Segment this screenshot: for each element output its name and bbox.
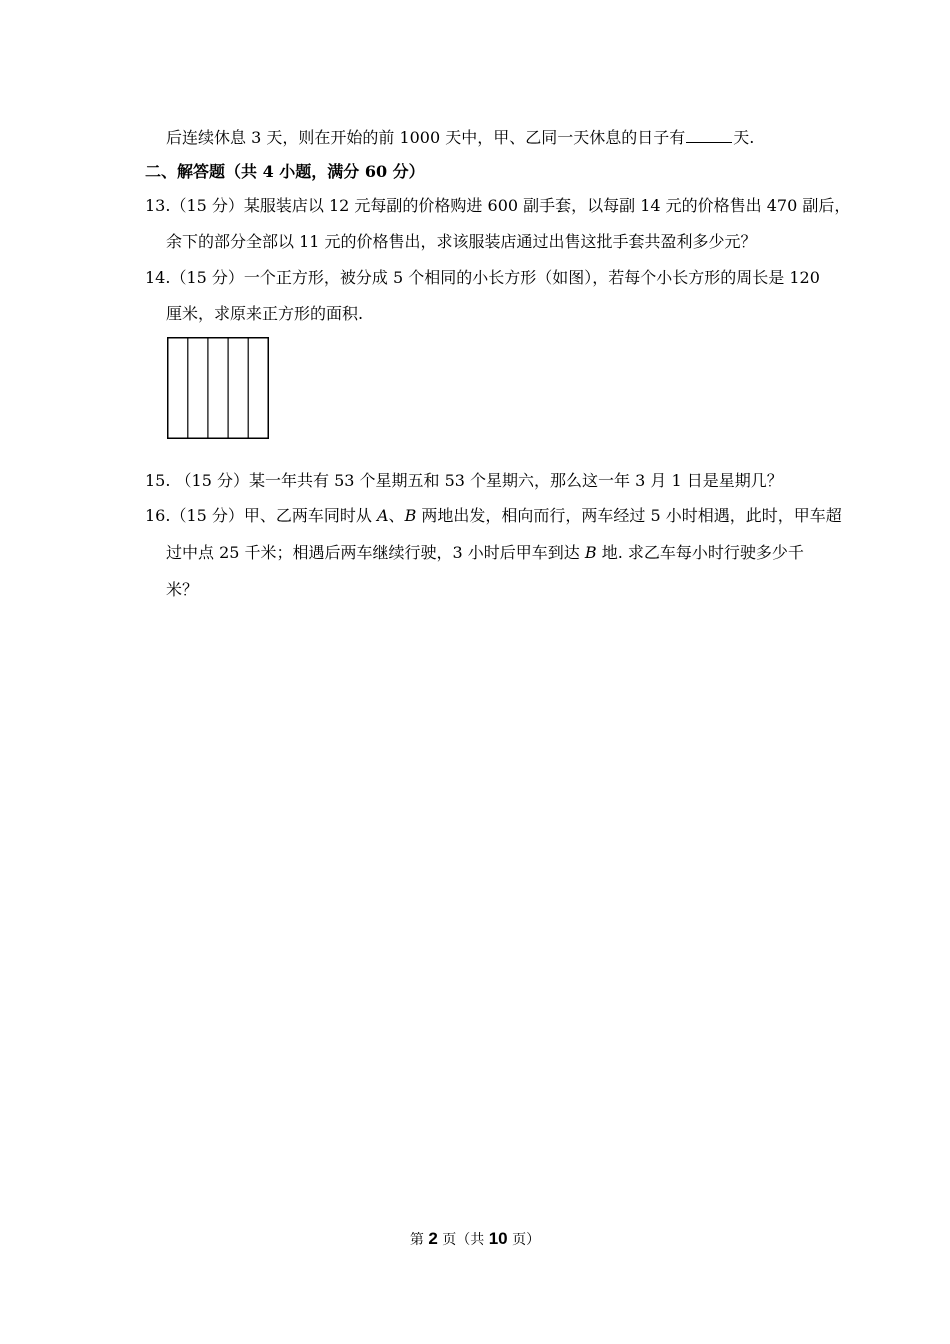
footer-middle: 页（共 [437,1232,489,1248]
question-14-line2: 厘米，求原来正方形的面积. [166,304,364,323]
question-16-text: 两地出发，相向而行，两车经过 5 小时相遇，此时，甲车超 [416,506,842,525]
question-16-line3: 米？ [166,580,199,599]
question-16-line1 [145,506,842,526]
answer-blank [686,128,732,143]
question-16-text: 过中点 25 千米；相遇后两车继续行驶，3 小时后甲车到达 [166,543,585,562]
square-figure [167,337,269,439]
section-heading: 二、解答题（共 4 小题，满分 60 分） [145,162,425,181]
page-footer [0,1229,950,1250]
question-16-line2 [166,543,804,563]
footer-suffix: 页） [507,1232,541,1248]
point-b-label: B [404,506,417,525]
question-13-line1: 13.（15 分）某服装店以 12 元每副的价格购进 600 副手套，以每副 14 元的价格售出 470 副后， [145,196,851,215]
question-16-text: 地. 求乙车每小时行驶多少千 [596,543,804,562]
question-15-line1: 15. （15 分）某一年共有 53 个星期五和 53 个星期六，那么这一年 3 月 1 日是星期几？ [145,471,783,490]
question-14-line1: 14.（15 分）一个正方形，被分成 5 个相同的小长方形（如图），若每个小长方形的周长是 120 [145,268,820,287]
square-outline [168,338,269,439]
separator: 、 [388,506,405,525]
point-b-label: B [584,543,597,562]
total-page-number: 10 [488,1229,508,1248]
point-a-label: A [376,506,389,525]
continuation-suffix: 天. [733,128,755,147]
current-page-number: 2 [428,1229,438,1248]
question-13-line2: 余下的部分全部以 11 元的价格售出，求该服装店通过出售这批手套共盈利多少元？ [166,232,757,251]
question-16-text: 16.（15 分）甲、乙两车同时从 [145,506,377,525]
footer-prefix: 第 [409,1232,429,1248]
continuation-text: 后连续休息 3 天，则在开始的前 1000 天中，甲、乙同一天休息的日子有 [166,128,686,147]
question-12-continuation [166,128,754,148]
